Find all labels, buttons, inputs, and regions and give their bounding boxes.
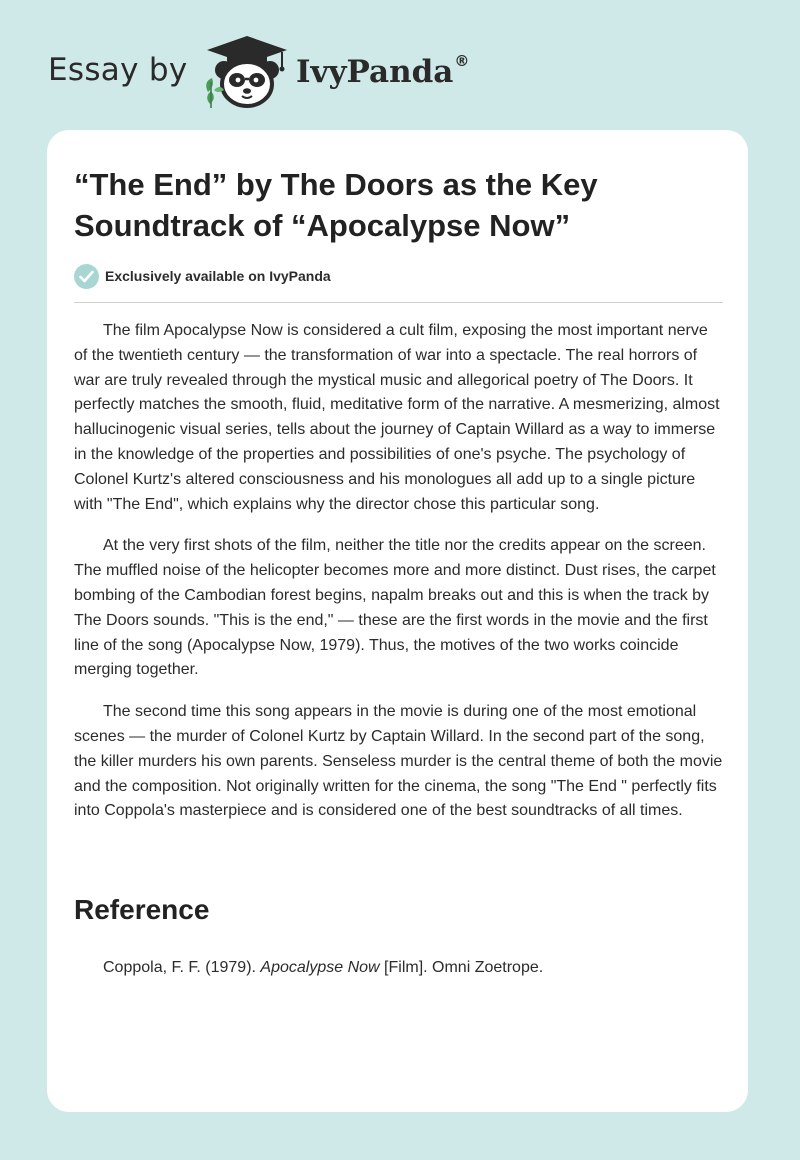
essay-card (47, 130, 748, 1112)
title-divider (74, 302, 723, 303)
registered-mark: ® (454, 52, 470, 70)
reference-prefix: Coppola, F. F. (1979). (103, 959, 261, 976)
availability-label: Exclusively available on IvyPanda (105, 268, 331, 284)
brand-name[interactable]: IvyPanda® (296, 52, 470, 90)
essay-body (74, 319, 725, 841)
body-paragraph: At the very first shots of the film, neither the title nor the credits appear on the screen. The muffled noise of the helicopter becomes more and more distinct. Dust rises, the carpet bombing of the Cambodian forest begins, napalm breaks out and this is when the track by The Doors sounds. "This is the end," — these are the first words in the movie and the first line of the song (Apocalypse Now, 1979). Thus, the motives of the two works coincide merging together. (74, 537, 716, 679)
essay-by-label: Essay by (48, 52, 188, 88)
body-paragraph: The second time this song appears in the movie is during one of the most emotional scenes — the murder of Colonel Kurtz by Captain Willard. In the second part of the song, the killer murders his own parents. Senseless murder is the central theme of both the movie and the composition. Not originally written for the cinema, the song "The End " perfectly fits into Coppola's masterpiece and is considered one of the best soundtracks of all times. (74, 703, 723, 820)
site-header (48, 34, 528, 114)
reference-heading: Reference (74, 894, 210, 925)
check-circle-icon (74, 264, 99, 289)
availability-badge (74, 263, 331, 289)
body-paragraph: The film Apocalypse Now is considered a cult film, exposing the most important nerve of the twentieth century — the transformation of war into a spectacle. The real horrors of war are truly revealed through the mystical music and allegorical poetry of The Doors. It perfectly matches the smooth, fluid, meditative form of the narrative. A mesmerizing, almost hallucinogenic visual series, tells about the journey of Captain Willard as a way to immerse in the knowledge of the properties and possibilities of one's psyche. The psychology of Colonel Kurtz's altered consciousness and his monologues all add up to a single picture with "The End", which explains why the director chose this particular song. (74, 322, 720, 513)
reference-entry (103, 956, 723, 980)
page-title: “The End” by The Doors as the Key Soundtrack of “Apocalypse Now” (74, 167, 598, 243)
panda-graduate-logo-icon[interactable] (202, 34, 292, 110)
reference-work-title: Apocalypse Now (260, 959, 380, 976)
reference-suffix: [Film]. Omni Zoetrope. (379, 959, 544, 976)
